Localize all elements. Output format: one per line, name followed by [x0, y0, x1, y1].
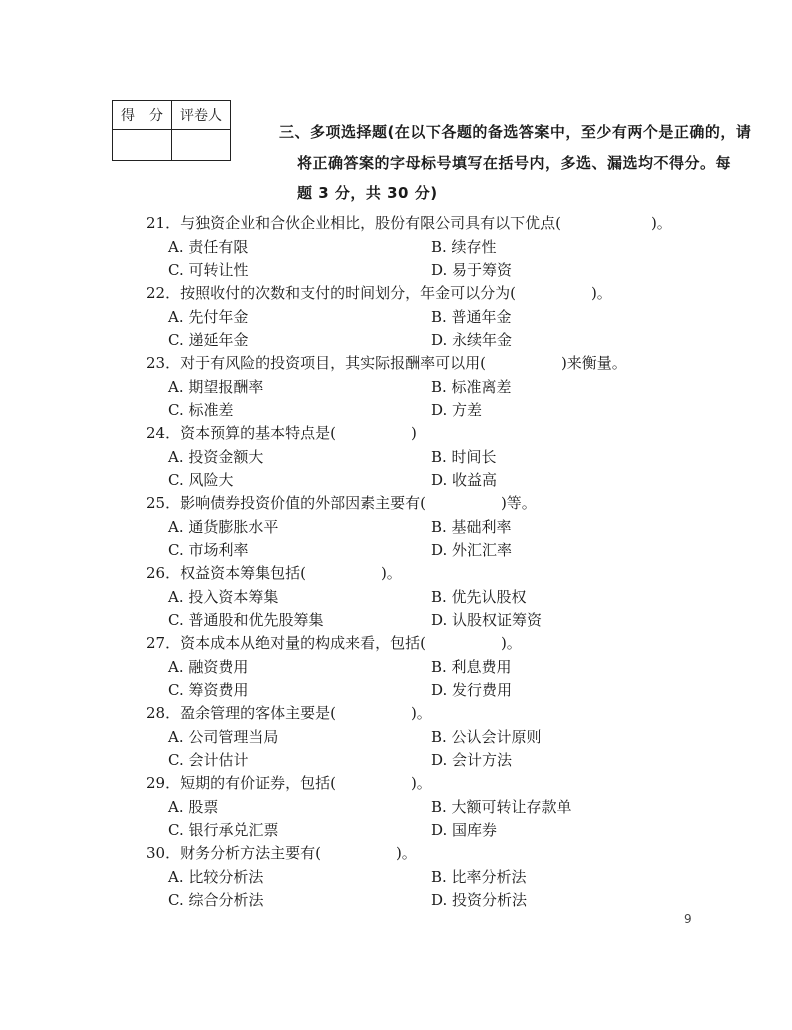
answer-option: A. 融资费用 [168, 657, 249, 676]
answer-option: D. 永续年金 [431, 331, 513, 349]
answer-option: A. 公司管理当局 [168, 727, 279, 746]
question-stem: 25．影响债券投资价值的外部因素主要有( )等。 [146, 494, 537, 512]
question-stem: 27．资本成本从绝对量的构成来看，包括( )。 [146, 634, 522, 652]
answer-option: D. 国库券 [431, 821, 498, 839]
answer-option: D. 会计方法 [431, 751, 513, 769]
answer-option: C. 银行承兑汇票 [168, 821, 279, 839]
question-stem: 24．资本预算的基本特点是( ) [146, 424, 417, 442]
answer-option: C. 可转让性 [168, 261, 249, 279]
answer-option: C. 会计估计 [168, 751, 249, 769]
answer-option: A. 投入资本筹集 [168, 587, 279, 606]
answer-option: D. 收益高 [431, 471, 498, 489]
score-box [112, 100, 231, 161]
question-stem: 30．财务分析方法主要有( )。 [146, 844, 417, 862]
answer-option: D. 发行费用 [431, 681, 513, 699]
answer-option: D. 外汇汇率 [431, 541, 513, 559]
answer-option: A. 先付年金 [168, 307, 249, 326]
answer-option: C. 递延年金 [168, 331, 249, 349]
answer-option: D. 认股权证筹资 [431, 611, 543, 629]
answer-option: C. 市场利率 [168, 541, 249, 559]
answer-option: B. 标准离差 [431, 377, 512, 396]
question-stem: 28．盈余管理的客体主要是( )。 [146, 704, 432, 722]
answer-option: C. 标准差 [168, 401, 234, 419]
answer-option: A. 通货膨胀水平 [168, 517, 279, 536]
answer-option: B. 时间长 [431, 447, 497, 466]
score-cell [113, 130, 172, 161]
answer-option: B. 普通年金 [431, 307, 512, 326]
answer-option: B. 优先认股权 [431, 587, 527, 606]
answer-option: A. 期望报酬率 [168, 377, 264, 396]
answer-option: C. 筹资费用 [168, 681, 249, 699]
answer-option: B. 比率分析法 [431, 867, 527, 886]
answer-option: C. 风险大 [168, 471, 234, 489]
section-heading-line-3: 题 3 分，共 30 分) [297, 184, 438, 202]
section-heading-line-2: 将正确答案的字母标号填写在括号内，多选、漏选均不得分。每 [297, 154, 732, 172]
answer-option: B. 基础利率 [431, 517, 512, 536]
question-stem: 29．短期的有价证券，包括( )。 [146, 774, 432, 792]
grader-label: 评卷人 [172, 101, 231, 130]
answer-option: A. 比较分析法 [168, 867, 264, 886]
grader-cell [172, 130, 231, 161]
page-number: 9 [684, 912, 692, 926]
answer-option: B. 公认会计原则 [431, 727, 542, 746]
answer-option: B. 利息费用 [431, 657, 512, 676]
answer-option: A. 责任有限 [168, 237, 249, 256]
answer-option: D. 投资分析法 [431, 891, 528, 909]
score-label: 得 分 [113, 101, 172, 130]
section-heading-line-1: 三、多项选择题(在以下各题的备选答案中，至少有两个是正确的，请 [279, 123, 752, 141]
question-stem: 22．按照收付的次数和支付的时间划分，年金可以分为( )。 [146, 284, 612, 302]
answer-option: B. 续存性 [431, 237, 497, 256]
answer-option: A. 股票 [168, 797, 219, 816]
question-stem: 26．权益资本筹集包括( )。 [146, 564, 402, 582]
answer-option: B. 大额可转让存款单 [431, 797, 572, 816]
question-stem: 23．对于有风险的投资项目，其实际报酬率可以用( )来衡量。 [146, 354, 627, 372]
answer-option: C. 综合分析法 [168, 891, 264, 909]
answer-option: C. 普通股和优先股筹集 [168, 611, 324, 629]
question-stem: 21．与独资企业和合伙企业相比，股份有限公司具有以下优点( )。 [146, 214, 672, 232]
answer-option: D. 易于筹资 [431, 261, 513, 279]
answer-option: A. 投资金额大 [168, 447, 264, 466]
answer-option: D. 方差 [431, 401, 483, 419]
